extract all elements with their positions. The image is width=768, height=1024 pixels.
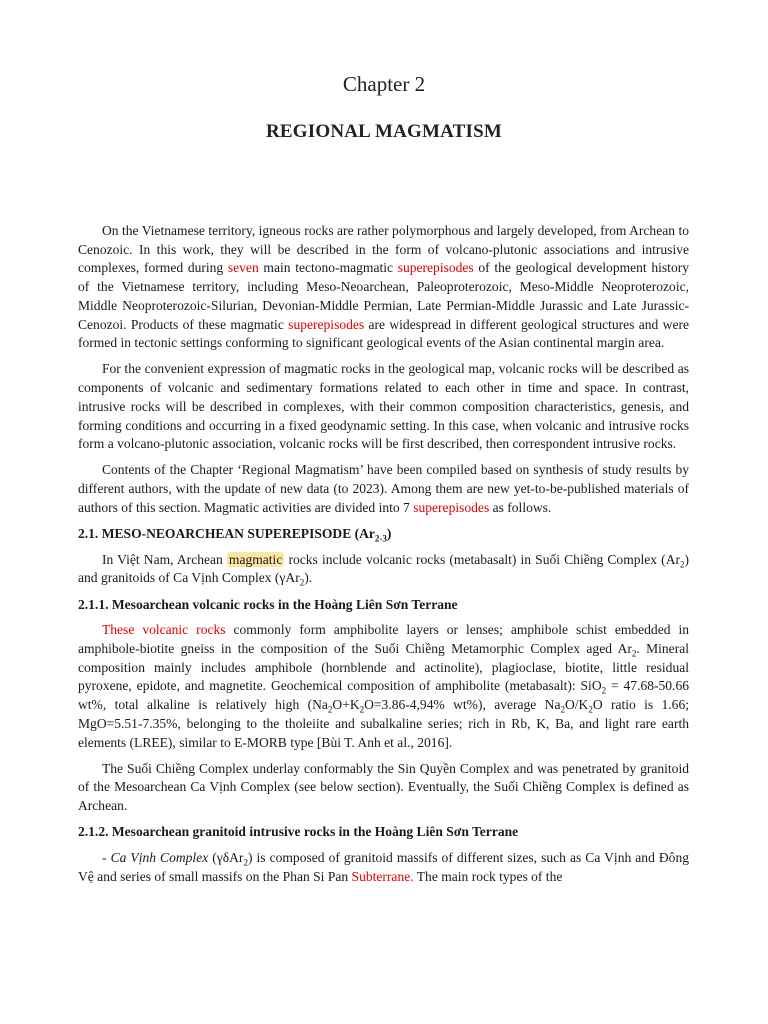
chapter-title: REGIONAL MAGMATISM	[265, 121, 502, 142]
highlight-text: superepisodes	[288, 316, 365, 332]
paragraph-ca-vinh: - Ca Vịnh Complex (γδAr$_2$) is composed of granitoid massifs of different sizes, such as Ca Vịnh and Đông Vệ and series of small massifs on the Phan Si Pan Subterrane. The main rock types of the	[78, 850, 690, 884]
paragraph-contents: Contents of the Chapter ‘Regional Magmatism’ have been compiled based on synthesis of study results by different authors, with the update of new data (to 2023). Among them are new yet-to-be-published materials of authors of this section. Magmatic activities are divided into 7 superepisodes as follows.	[78, 462, 689, 515]
highlight-text: Subterrane.	[351, 868, 414, 884]
highlight-text: These volcanic rocks	[102, 622, 226, 638]
paragraph-expression: For the convenient expression of magmatic rocks in the geological map, volcanic rocks will be described as components of volcanic and sedimentary formations related to each other in time and space. In contrast, intrusive rocks will be described in complexes, with their common composition characteristics, genesis, and forming conditions and occurring in a fixed geodynamic setting. In this case, when volcanic and intrusive rocks form a volcano-plutonic association, volcanic rocks will be first described, then correspondent intrusive rocks.	[78, 361, 689, 452]
section-heading-2-1-2: 2.1.2. Mesoarchean granitoid intrusive rocks in the Hoàng Liên Sơn Terrane	[78, 824, 519, 840]
body-text	[78, 222, 689, 894]
highlight-text: seven	[227, 260, 259, 276]
highlight-text: superepisodes	[397, 260, 474, 276]
paragraph-suoi-chieng: The Suối Chiềng Complex underlay conformably the Sin Quyền Complex and was penetrated by granitoid of the Mesoarchean Ca Vịnh Complex (see below section). Eventually, the Suối Chiềng Complex is defined as Archean.	[78, 760, 689, 814]
section-heading-2-1: 2.1. MESO-NEOARCHEAN SUPEREPISODE $(Ar_{2-3})$	[78, 526, 392, 544]
highlight-text: superepisodes	[413, 499, 490, 515]
highlighted-word: magmatic	[228, 551, 283, 567]
chapter-label: Chapter 2	[342, 72, 426, 96]
paragraph-archean: In Việt Nam, Archean magmatic rocks include volcanic rocks (metabasalt) in Suối Chiềng Complex $(Ar_2)$ and granitoids of Ca Vịnh Complex (γAr$_2$).	[78, 551, 690, 589]
section-heading-2-1-1: 2.1.1. Mesoarchean volcanic rocks in the Hoàng Liên Sơn Terrane	[78, 596, 458, 612]
paragraph-volcanic: These volcanic rocks commonly form amphibolite layers or lenses; amphibole schist embedded in amphibole-biotite gneiss in the composition of the Suối Chiềng Metamorphic Complex aged $Ar_2$. Mineral composition mainly includes amphibole (hornblende and actinolite), plagioclase, biotite, little residual pyroxene, epidote, and magnetite. Geochemical composition of amphibolite (metabasalt): SiO$_2$ = 47.68-50.66 wt%, total alkaline is relatively high ($Na_2O+K_2O=3.86-4,94\%$ wt%), average $Na_2O/K_2O$ ratio is 1.66; MgO=5.51-7.35%, belonging to the tholeiite and subalkaline series; rich in Rb, K, Ba, and light rare earth elements (LREE), similar to E-MORB type [Bùi T. Anh et al., 2016].	[78, 622, 689, 750]
paragraph-intro: On the Vietnamese territory, igneous rocks are rather polymorphous and largely developed, from Archean to Cenozoic. In this work, they will be described in the form of volcano-plutonic associations and intrusive complexes, formed during seven main tectono-magmatic superepisodes of the geological development history of the Vietnamese territory, including Meso-Neoarchean, Paleoproterozoic, Meso-Middle Neoproterozoic, Middle Neoproterozoic-Silurian, Devonian-Middle Permian, Late Permian-Middle Jurassic and Late Jurassic-Cenozoi. Products of these magmatic superepisodes are widespread in different geological structures and were formed in tectonic settings conforming to significant geological events of the Asian continental margin area.	[78, 223, 690, 351]
